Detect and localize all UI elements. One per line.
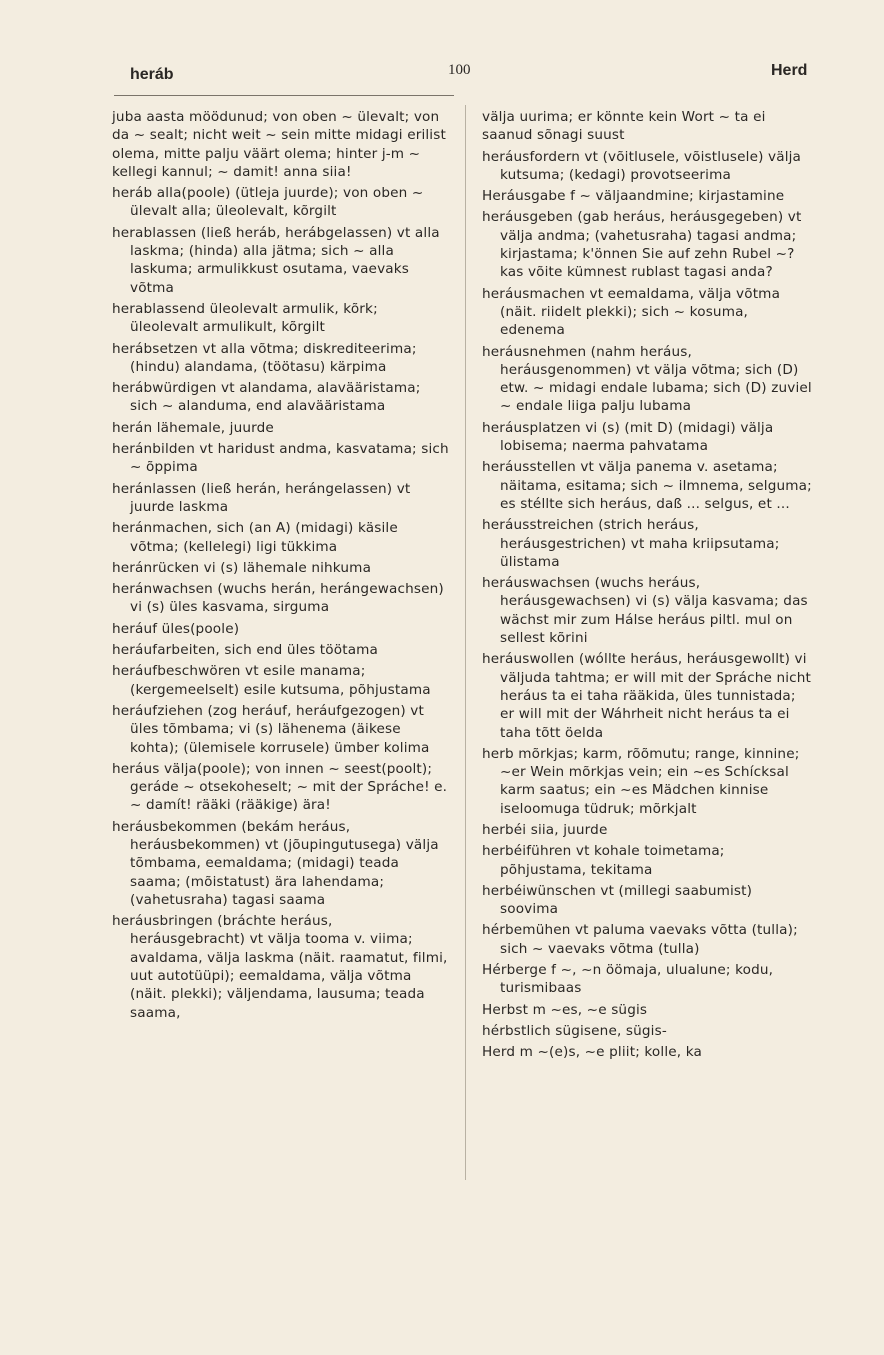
dictionary-entry: heráusgeben (gab heráus, heráusgegeben) vt välja andma; (vahetusraha) tagasi andma; kirjastama; k'önnen Sie auf zehn Rubel ~? kas võite kümnest rublast tagasi anda? <box>482 209 802 281</box>
dictionary-entry: hérbemühen vt paluma vaevaks võtta (tulla); sich ~ vaevaks võtma (tulla) <box>482 922 798 957</box>
dictionary-entry: herábsetzen vt alla võtma; diskrediteerima; (hindu) alandama, (töötasu) kärpima <box>112 340 417 375</box>
dictionary-entry: heráusnehmen (nahm heráus, heráusgenommen) vt välja võtma; sich (D) etw. ~ midagi endale lubama; sich (D) zuviel ~ endale liiga palju lubama <box>482 343 812 415</box>
dictionary-entry: heráus välja(poole); von innen ~ seest(poolt); geráde ~ otsekoheselt; ~ mit der Spráche! e. ~ damít! rääki (rääkige) ära! <box>112 760 448 814</box>
dictionary-entry: Heráusgabe f ~ väljaandmine; kirjastamine <box>482 188 785 205</box>
column-divider <box>465 105 466 1180</box>
dictionary-entry: Herbst m ~es, ~e sügis <box>482 1001 648 1018</box>
dictionary-entry: herbéiwünschen vt (millegi saabumist) soovima <box>482 882 753 918</box>
left-column <box>112 108 450 1025</box>
dictionary-entry: välja uurima; er könnte kein Wort ~ ta ei saanud sõnagi suust <box>482 109 766 144</box>
dictionary-entry: herablassen (ließ heráb, herábgelassen) vt alla laskma; (hinda) alla jätma; sich ~ alla laskuma; armulikkust osutama, vaevaks võtma <box>112 224 440 296</box>
dictionary-entry: heráuswollen (wóllte heráus, heráusgewollt) vi väljuda tahtma; er will mit der Spráche nicht heráus ta ei taha rääkida, üles tunnistada; er will mit der Wáhrheit nicht heráus ta ei taha tõtt öelda <box>482 651 812 741</box>
dictionary-entry: hérbstlich sügisene, sügis- <box>482 1022 667 1039</box>
dictionary-entry: heránrücken vi (s) lähemale nihkuma <box>112 559 372 576</box>
dictionary-entry: heránmachen, sich (an A) (midagi) käsile võtma; (kellelegi) ligi tükkima <box>112 520 398 555</box>
dictionary-entry: herb mõrkjas; karm, rõõmutu; range, kinnine; ~er Wein mõrkjas vein; ein ~es Schícksal karm saatus; ein ~es Mädchen kinnise iseloomuga tüdruk; mõrkjalt <box>482 745 800 817</box>
right-column <box>482 108 814 1065</box>
running-head-right: Herd <box>771 62 808 79</box>
dictionary-entry: heráusstellen vt välja panema v. asetama; näitama, esitama; sich ~ ilmnema, selguma; es stéllte sich heráus, daß ... selgus, et ... <box>482 459 812 512</box>
dictionary-entry: heráusplatzen vi (s) (mit D) (midagi) välja lobisema; naerma pahvatama <box>482 419 774 455</box>
dictionary-entry: heráusmachen vt eemaldama, välja võtma (näit. riidelt plekki); sich ~ kosuma, edenema <box>482 285 781 339</box>
dictionary-entry: heráuf üles(poole) <box>112 620 240 637</box>
dictionary-entry: herábwürdigen vt alandama, alavääristama; sich ~ alanduma, end alavääristama <box>112 380 421 415</box>
dictionary-entry: heráuswachsen (wuchs heráus, heráusgewachsen) vi (s) välja kasvama; das wächst mir zum Hálse heráus piltl. mul on sellest kõrini <box>482 575 808 647</box>
dictionary-entry: heráusbekommen (bekám heráus, heráusbekommen) vt (jõupingutusega) välja tõmbama, eemaldama; (midagi) teada saama; (mõistatust) ära lahendama; (vahetusraha) tagasi saama <box>112 818 439 908</box>
dictionary-entry: heráufziehen (zog heráuf, heráufgezogen) vt üles tõmbama; vi (s) lähenema (äikese kohta); (ülemisele korrusele) ümber kolima <box>112 702 430 756</box>
header-rule <box>114 95 454 96</box>
dictionary-entry: heráusfordern vt (võitlusele, võistlusele) välja kutsuma; (kedagi) provotseerima <box>482 148 802 183</box>
dictionary-entry: heránwachsen (wuchs herán, herángewachsen) vi (s) üles kasvama, sirguma <box>112 581 444 616</box>
dictionary-entry: Hérberge f ~, ~n öömaja, ulualune; kodu, turismibaas <box>482 962 774 997</box>
dictionary-entry: herbéiführen vt kohale toimetama; põhjustama, tekitama <box>482 843 725 878</box>
dictionary-entry: herablassend üleolevalt armulik, kõrk; üleolevalt armulikult, kõrgilt <box>112 300 378 336</box>
dictionary-entry: heránlassen (ließ herán, herángelassen) vt juurde laskma <box>112 480 411 515</box>
dictionary-entry: heráufbeschwören vt esile manama; (kergemeelselt) esile kutsuma, põhjustama <box>112 663 431 698</box>
dictionary-entry: heráb alla(poole) (ütleja juurde); von oben ~ ülevalt alla; üleolevalt, kõrgilt <box>112 185 424 220</box>
page-number: 100 <box>448 62 471 78</box>
dictionary-entry: juba aasta möödunud; von oben ~ ülevalt; von da ~ sealt; nicht weit ~ sein mitte midagi erilist olema, mitte palju väärt olema; hinter j-m ~ kellegi kannul; ~ damit! anna siia! <box>112 109 446 180</box>
dictionary-entry: Herd m ~(e)s, ~e pliit; kolle, ka <box>482 1044 702 1061</box>
dictionary-entry: heráufarbeiten, sich end üles töötama <box>112 642 379 659</box>
dictionary-entry: heráusstreichen (strich heráus, heráusgestrichen) vt maha kriipsutama; ülistama <box>482 517 780 570</box>
dictionary-entry: heránbilden vt haridust andma, kasvatama; sich ~ õppima <box>112 441 449 476</box>
dictionary-entry: herán lähemale, juurde <box>112 419 274 436</box>
dictionary-entry: heráusbringen (bráchte heráus, heráusgebracht) vt välja tooma v. viima; avaldama, välja laskma (näit. raamatut, filmi, uut autotüüpi); eemaldama, välja võtma (näit. plekki); väljendama, lausuma; teada saama, <box>112 913 448 1021</box>
running-head-left: heráb <box>130 66 174 83</box>
dictionary-entry: herbéi siia, juurde <box>482 821 608 838</box>
